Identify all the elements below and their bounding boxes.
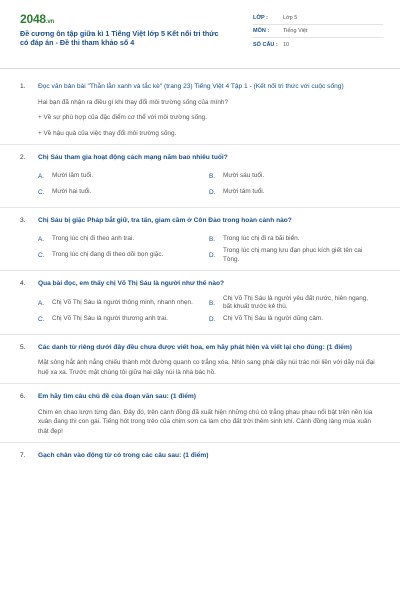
question-number: 3. xyxy=(20,216,26,224)
question-4 xyxy=(0,271,400,335)
answer-options xyxy=(20,169,380,201)
page-header xyxy=(0,0,400,62)
option-letter: C. xyxy=(38,316,45,323)
question-number: 2. xyxy=(20,154,26,161)
option-text: Mười tám tuổi. xyxy=(223,188,265,196)
option-letter: A. xyxy=(38,173,45,180)
meta-value: Lớp 5 xyxy=(283,15,298,21)
answer-option-d[interactable] xyxy=(209,247,380,264)
answer-option-b[interactable] xyxy=(209,231,380,247)
meta-row-class xyxy=(253,12,383,25)
question-text: Chị Sáu bị giặc Pháp bắt giữ, tra tấn, giam cầm ở Côn Đảo trong hoàn cảnh nào? xyxy=(38,216,292,224)
answer-option-b[interactable] xyxy=(209,169,380,185)
option-text: Mười sáu tuổi. xyxy=(223,172,265,180)
question-7 xyxy=(0,443,400,467)
option-letter: D. xyxy=(209,189,216,196)
document-title: Đề cương ôn tập giữa kì 1 Tiếng Việt lớp 5 Kết nối tri thức có đáp án - Đề thi tham khảo số 4 xyxy=(20,29,219,47)
meta-row-count xyxy=(253,38,383,51)
option-letter: D. xyxy=(209,316,216,323)
answer-option-c[interactable] xyxy=(38,247,209,264)
option-text: Chị Võ Thị Sáu là người yêu đất nước, hiên ngang, bất khuất trước kẻ thù. xyxy=(223,294,369,310)
meta-row-subject xyxy=(253,25,383,38)
option-text: Chị Võ Thị Sáu là người thương anh trai. xyxy=(52,315,168,323)
option-text: Trong lúc chị mang lựu đạn phục kích giết tên cai Tòng. xyxy=(223,247,363,263)
answer-options xyxy=(20,295,380,328)
question-text: Qua bài đọc, em thấy chị Võ Thị Sáu là người như thế nào? xyxy=(38,280,225,287)
option-letter: B. xyxy=(209,173,216,180)
option-letter: A. xyxy=(38,299,45,307)
meta-value: Tiếng Việt xyxy=(283,28,308,34)
question-paragraph: + Về sự phù hợp của đặc điểm cơ thể với môi trường sống. xyxy=(38,114,208,121)
question-paragraph: + Về hậu quả của việc thay đổi môi trường sống. xyxy=(38,129,177,137)
option-text: Mười lăm tuổi. xyxy=(52,172,94,180)
question-list xyxy=(0,74,400,467)
answer-option-d[interactable] xyxy=(209,312,380,328)
question-text: Các danh từ riêng dưới đây đều chưa được viết hoa, em hãy phát hiện và viết lại cho đúng: (1 điểm) xyxy=(38,343,352,351)
logo-suffix: .vn xyxy=(45,19,54,25)
meta-table xyxy=(253,12,383,51)
option-text: Trong lúc chị đi theo anh trai. xyxy=(52,234,135,242)
question-number: 4. xyxy=(20,280,26,287)
option-letter: C. xyxy=(38,252,45,259)
option-letter: A. xyxy=(38,235,45,243)
option-letter: B. xyxy=(209,235,216,243)
question-number: 6. xyxy=(20,393,26,400)
logo-text: 2048 xyxy=(20,12,46,26)
question-text: Gạch chân vào động từ có trong các câu sau: (1 điểm) xyxy=(38,452,209,459)
answer-option-b[interactable] xyxy=(209,295,380,312)
meta-label: MÔN : xyxy=(253,28,270,34)
option-letter: B. xyxy=(209,299,216,307)
answer-option-c[interactable] xyxy=(38,312,209,328)
question-paragraph: Chim én chao lượn từng đàn. Đây đó, trên cành đồng đã xuất hiện những chú cò trắng phau phau nổi bật trên nền lúa xuân đang thì con gái. Tiếng hót trong trẻo của chim sơn ca làm cho đất trời thêm sinh khí. Cánh đồng làng mùa xuân thật đẹp! xyxy=(38,408,373,435)
question-number: 5. xyxy=(20,343,26,351)
meta-label: SỐ CÂU : xyxy=(253,41,278,48)
question-paragraph: Mặt sông hắt ánh nắng chiếu thành một đường quanh co trắng xóa. Nhìn sang phải dãy núi trác nói liền với dãy núi đại huệ xa xa. Trước mặt chúng tôi giữa hai dãy núi là nhà bác hồ. xyxy=(38,359,375,376)
answer-option-a[interactable] xyxy=(38,295,209,312)
meta-value: 10 xyxy=(283,41,290,48)
answer-options xyxy=(20,231,380,264)
option-letter: D. xyxy=(209,252,216,259)
option-letter: C. xyxy=(38,189,45,196)
question-2 xyxy=(0,145,400,208)
meta-label: LỚP : xyxy=(253,15,268,21)
option-text: Chị Võ Thị Sáu là người dũng cảm. xyxy=(223,315,324,323)
answer-option-a[interactable] xyxy=(38,231,209,247)
question-1 xyxy=(0,74,400,145)
question-number: 7. xyxy=(20,452,26,459)
question-text: Đọc văn bản bài "Thằn lằn xanh và tắc kè" (trang 23) Tiếng Việt 4 Tập 1 - (Kết nối tri thức với cuộc sống) xyxy=(38,83,344,90)
question-text: Chị Sáu tham gia hoạt động cách mạng năm bao nhiêu tuổi? xyxy=(38,154,228,161)
question-6 xyxy=(0,384,400,443)
question-3 xyxy=(0,208,400,272)
answer-option-a[interactable] xyxy=(38,169,209,185)
answer-option-d[interactable] xyxy=(209,185,380,201)
question-5 xyxy=(0,335,400,385)
option-text: Mười hai tuổi. xyxy=(52,188,92,196)
option-text: Chị Võ Thị Sáu là người thông minh, nhanh nhẹn. xyxy=(52,298,193,306)
option-text: Trong lúc chị đang đi theo dõi bọn giặc. xyxy=(52,251,164,259)
question-text: Em hãy tìm câu chủ đề của đoạn văn sau: (1 điểm) xyxy=(38,393,196,400)
option-text: Trong lúc chị đi ra bãi biển. xyxy=(223,234,300,242)
question-paragraph: Hai bạn đã nhận ra điều gì khi thay đổi môi trường sống của mình? xyxy=(38,98,229,106)
answer-option-c[interactable] xyxy=(38,185,209,201)
question-number: 1. xyxy=(20,83,26,90)
header-divider xyxy=(0,68,400,69)
